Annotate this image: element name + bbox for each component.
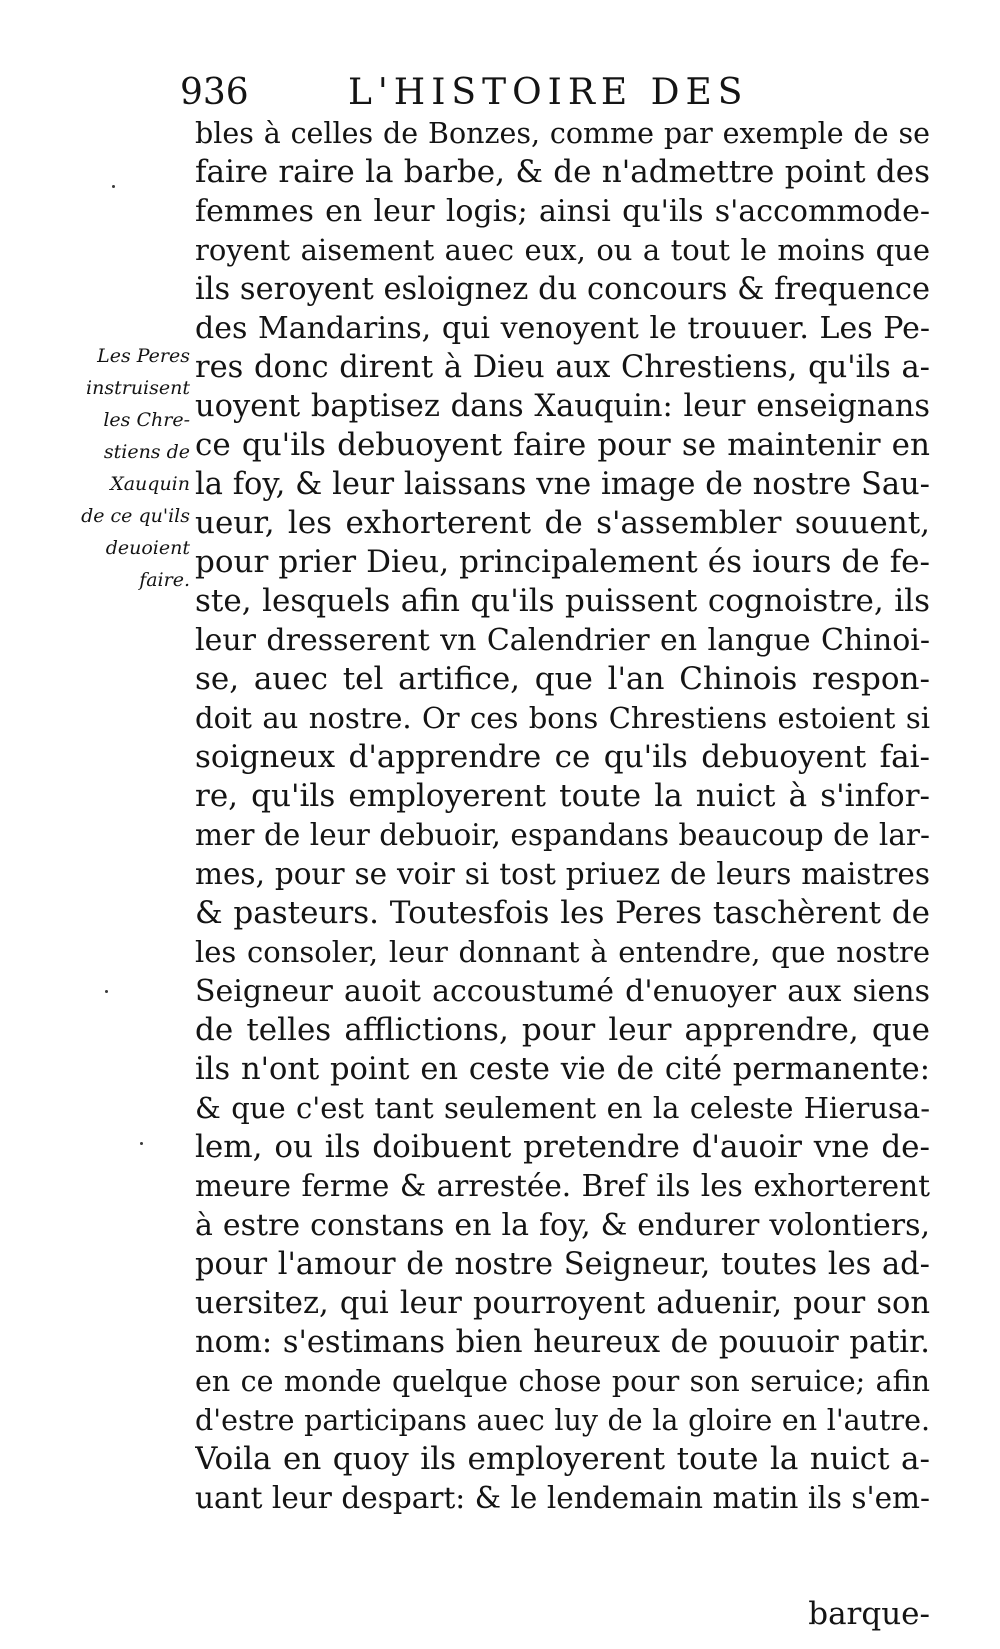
text-line: ste, lesquels afin qu'ils puissent cognoistre, ils bbox=[195, 583, 930, 619]
catchword: barque- bbox=[808, 1596, 930, 1632]
text-line: soigneux d'apprendre ce qu'ils debuoyent fai- bbox=[195, 739, 930, 775]
text-line: mer de leur debuoir, espandans beaucoup de lar- bbox=[195, 818, 930, 852]
text-line: re, qu'ils employerent toute la nuict à s'infor- bbox=[195, 778, 930, 814]
print-speck bbox=[112, 185, 115, 188]
print-speck bbox=[140, 1142, 143, 1145]
marginal-note-line: deuoient bbox=[105, 537, 190, 559]
marginal-note bbox=[40, 340, 190, 596]
text-line: à estre constans en la foy, & endurer volontiers, bbox=[195, 1208, 930, 1243]
text-line: les consoler, leur donnant à entendre, que nostre bbox=[195, 935, 930, 969]
text-line: uersitez, qui leur pourroyent aduenir, pour son bbox=[195, 1286, 930, 1321]
text-line: & que c'est tant seulement en la celeste Hierusa- bbox=[195, 1091, 930, 1125]
text-line: la foy, & leur laissans vne image de nostre Sau- bbox=[195, 467, 930, 502]
marginal-note-line: Les Peres bbox=[97, 345, 190, 367]
marginal-note-line: Xauquin bbox=[110, 473, 190, 495]
text-line: se, auec tel artifice, que l'an Chinois respon- bbox=[195, 661, 930, 697]
text-line: Voila en quoy ils employerent toute la nuict a- bbox=[195, 1441, 930, 1477]
text-line: pour prier Dieu, principalement és iours de fe- bbox=[195, 544, 930, 580]
text-line: ueur, les exhorterent de s'assembler souuent, bbox=[195, 505, 930, 541]
text-line: uant leur despart: & le lendemain matin ils s'em- bbox=[195, 1481, 930, 1515]
text-line: ils seroyent esloignez du concours & frequence bbox=[195, 272, 930, 307]
text-line: en ce monde quelque chose pour son seruice; afin bbox=[195, 1365, 930, 1398]
text-line: des Mandarins, qui venoyent le trouuer. Les Pe- bbox=[195, 311, 930, 346]
body-text bbox=[195, 114, 930, 1518]
marginal-note-line: stiens de bbox=[103, 441, 190, 463]
text-line: femmes en leur logis; ainsi qu'ils s'accommode- bbox=[195, 194, 930, 229]
marginal-note-line: de ce qu'ils bbox=[81, 505, 190, 527]
text-line: d'estre participans auec luy de la gloire en l'autre. bbox=[195, 1404, 930, 1437]
text-line: uoyent baptisez dans Xauquin: leur enseignans bbox=[195, 389, 930, 424]
text-line: nom: s'estimans bien heureux de pouuoir patir. bbox=[195, 1325, 930, 1360]
text-line: mes, pour se voir si tost priuez de leurs maistres bbox=[195, 857, 930, 891]
text-line: ils n'ont point en ceste vie de cité permanente: bbox=[195, 1052, 930, 1087]
text-line: res donc dirent à Dieu aux Chrestiens, qu'ils a- bbox=[195, 350, 930, 385]
text-line: lem, ou ils doibuent pretendre d'auoir vne de- bbox=[195, 1129, 930, 1165]
page-number: 936 bbox=[180, 72, 249, 113]
text-line: doit au nostre. Or ces bons Chrestiens estoient si bbox=[195, 701, 930, 735]
marginal-note-line: les Chre- bbox=[103, 409, 190, 431]
text-line: Seigneur auoit accoustumé d'enuoyer aux siens bbox=[195, 974, 930, 1009]
text-line: ce qu'ils debuoyent faire pour se maintenir en bbox=[195, 427, 930, 463]
text-line: de telles afflictions, pour leur apprendre, que bbox=[195, 1012, 930, 1048]
text-line: & pasteurs. Toutesfois les Peres taschèrent de bbox=[195, 895, 930, 931]
text-line: pour l'amour de nostre Seigneur, toutes les ad- bbox=[195, 1247, 930, 1282]
text-line: faire raire la barbe, & de n'admettre point des bbox=[195, 154, 930, 190]
print-speck bbox=[105, 990, 108, 993]
marginal-note-line: instruisent bbox=[86, 377, 190, 399]
running-head bbox=[180, 70, 940, 116]
text-line: leur dresserent vn Calendrier en langue Chinoi- bbox=[195, 623, 930, 658]
text-line: meure ferme & arrestée. Bref ils les exhorterent bbox=[195, 1169, 930, 1203]
text-line: royent aisement auec eux, ou a tout le moins que bbox=[195, 233, 930, 267]
marginal-note-line: faire. bbox=[139, 569, 190, 591]
text-line: bles à celles de Bonzes, comme par exemple de se bbox=[195, 117, 930, 150]
running-title: L'HISTOIRE DES bbox=[348, 72, 749, 113]
